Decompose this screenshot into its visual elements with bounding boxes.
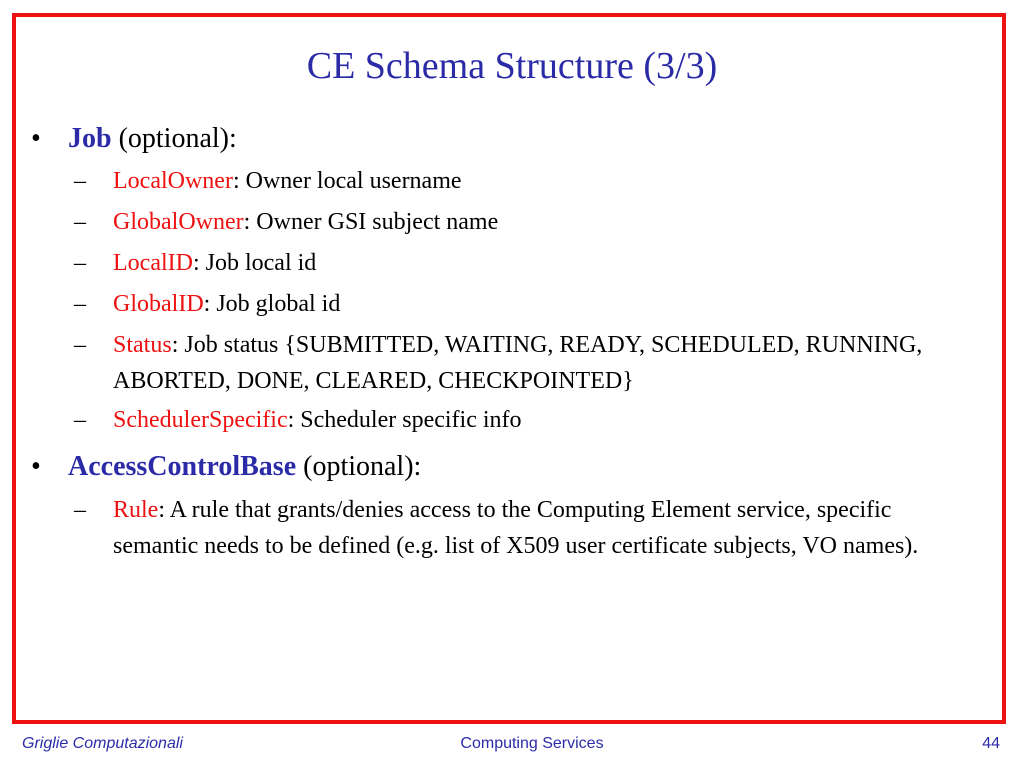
- sub-text: [113, 286, 973, 322]
- sub-text: [113, 163, 973, 199]
- desc: : Job global id: [203, 291, 341, 317]
- sub-dash: –: [74, 250, 86, 276]
- sub-text: [113, 402, 973, 438]
- bullet-text: [68, 121, 237, 157]
- sub-dash: –: [74, 407, 86, 433]
- term: Rule: [113, 497, 159, 523]
- bullet-suffix: (optional):: [111, 123, 237, 154]
- sub-text: [113, 245, 973, 281]
- sub-text: [113, 204, 973, 240]
- bullet-mark: •: [31, 123, 41, 154]
- sub-text: [113, 327, 973, 399]
- desc: : Owner local username: [232, 168, 462, 194]
- desc: : Owner GSI subject name: [243, 209, 499, 235]
- bullet-text: [68, 449, 421, 485]
- bullet-suffix: (optional):: [296, 451, 422, 482]
- desc: : Scheduler specific info: [287, 407, 522, 433]
- sub-text: [113, 492, 973, 564]
- term: LocalID: [113, 250, 193, 276]
- footer-page-number: 44: [982, 735, 1000, 752]
- sub-dash: –: [74, 291, 86, 317]
- sub-dash: –: [74, 168, 86, 194]
- term: GlobalOwner: [113, 209, 244, 235]
- sub-dash: –: [74, 332, 86, 358]
- footer-topic: Computing Services: [460, 735, 604, 752]
- term: SchedulerSpecific: [113, 407, 288, 433]
- desc: : Job local id: [192, 250, 317, 276]
- term: LocalOwner: [113, 168, 233, 194]
- term: Status: [113, 332, 172, 358]
- desc: : Job status {SUBMITTED, WAITING, READY, SCHEDULED, RUNNING, ABORTED, DONE, CLEARED, CHECKPOINTED}: [113, 332, 923, 394]
- bullet-mark: •: [31, 451, 41, 482]
- sub-dash: –: [74, 209, 86, 235]
- term: GlobalID: [113, 291, 204, 317]
- footer-course: Griglie Computazionali: [22, 735, 183, 752]
- sub-dash: –: [74, 497, 86, 523]
- desc: : A rule that grants/denies access to the Computing Element service, specific semantic needs to be defined (e.g. list of X509 user certificate subjects, VO names).: [113, 497, 919, 559]
- bullet-keyword: Job: [68, 123, 112, 154]
- slide-title: CE Schema Structure (3/3): [306, 45, 718, 87]
- bullet-keyword: AccessControlBase: [68, 451, 297, 482]
